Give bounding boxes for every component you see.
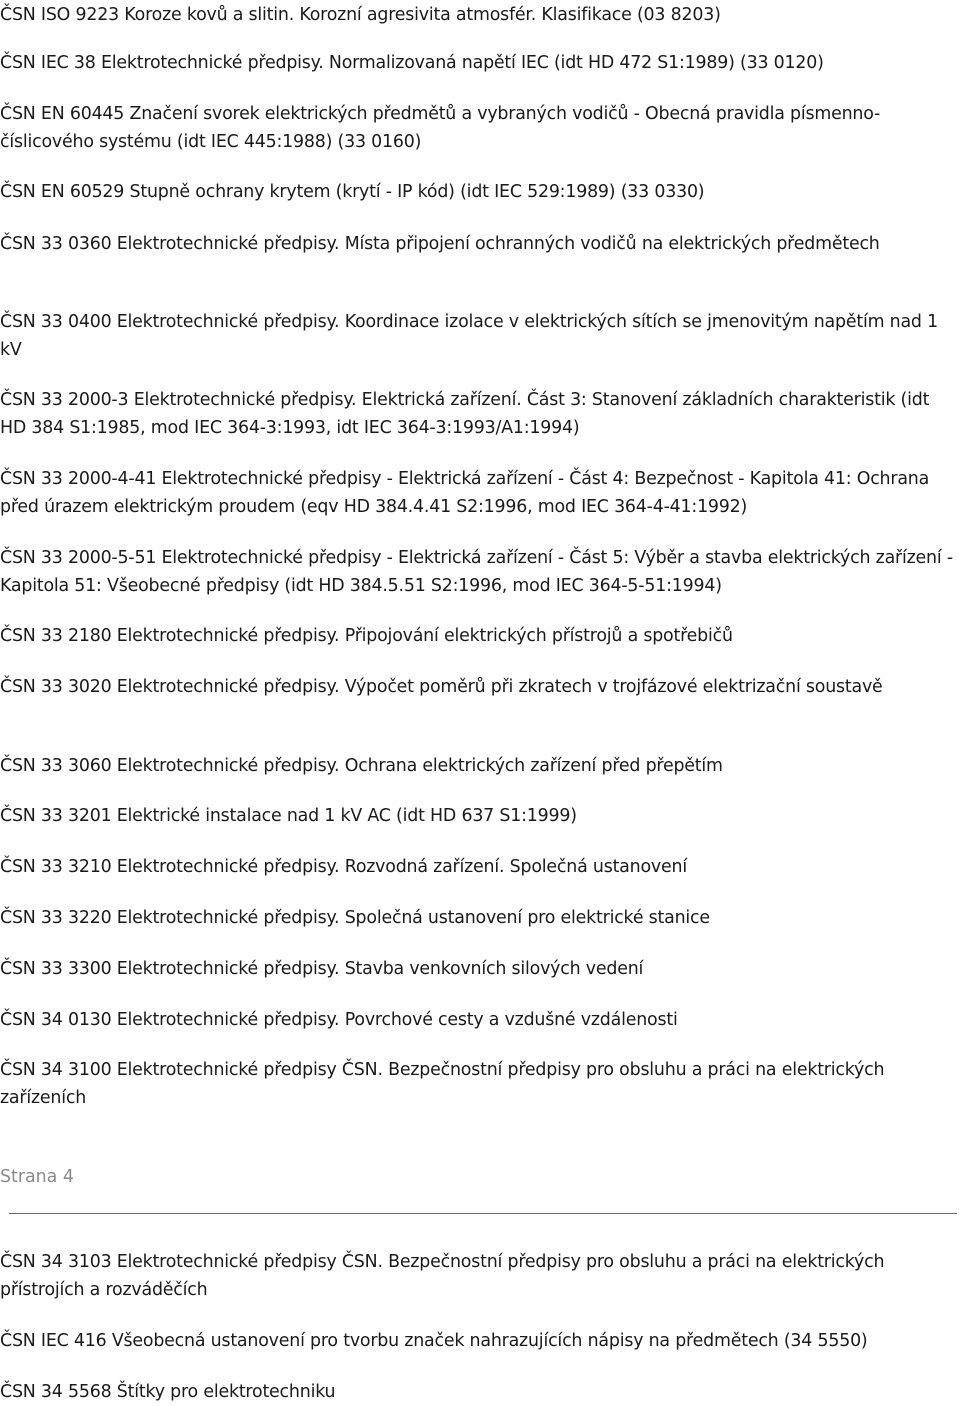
standard-entry: ČSN EN 60529 Stupně ochrany krytem (krytí - IP kód) (idt IEC 529:1989) (33 0330) xyxy=(0,182,705,202)
standard-entry: ČSN 33 3210 Elektrotechnické předpisy. Rozvodná zařízení. Společná ustanovení xyxy=(0,857,687,877)
standard-entry: ČSN 33 2000-4-41 Elektrotechnické předpisy - Elektrická zařízení - Část 4: Bezpečnost - Kapitola 41: Ochrana před úrazem elektrickým proudem (eqv HD 384.4.41 S2:1996, mod IEC 364-4-41:1992) xyxy=(0,469,930,517)
standard-entry: ČSN 33 3020 Elektrotechnické předpisy. Výpočet poměrů při zkratech v trojfázové elektrizační soustavě xyxy=(0,677,883,697)
page-divider xyxy=(9,1213,957,1214)
standard-entry: ČSN 33 3220 Elektrotechnické předpisy. Společná ustanovení pro elektrické stanice xyxy=(0,908,710,928)
standard-entry: ČSN 34 3100 Elektrotechnické předpisy ČSN. Bezpečnostní předpisy pro obsluhu a práci na elektrických zařízeních xyxy=(0,1060,885,1108)
standard-entry: ČSN IEC 38 Elektrotechnické předpisy. Normalizovaná napětí IEC (idt HD 472 S1:1989) (33 0120) xyxy=(0,53,824,73)
standard-entry: ČSN 33 3201 Elektrické instalace nad 1 kV AC (idt HD 637 S1:1999) xyxy=(0,806,577,826)
standard-entry: ČSN 33 3060 Elektrotechnické předpisy. Ochrana elektrických zařízení před přepětím xyxy=(0,756,723,776)
standard-entry: ČSN 33 2000-3 Elektrotechnické předpisy. Elektrická zařízení. Část 3: Stanovení základních charakteristik (idt HD 384 S1:1985, mod IEC 364-3:1993, idt IEC 364-3:1993/A1:1994) xyxy=(0,390,930,438)
standard-entry: ČSN 33 3300 Elektrotechnické předpisy. Stavba venkovních silových vedení xyxy=(0,959,644,979)
standard-entry: ČSN 33 0360 Elektrotechnické předpisy. Místa připojení ochranných vodičů na elektrických předmětech xyxy=(0,234,880,254)
page-number: Strana 4 xyxy=(0,1167,74,1187)
standard-entry: ČSN IEC 416 Všeobecná ustanovení pro tvorbu značek nahrazujících nápisy na předmětech (34 5550) xyxy=(0,1331,868,1351)
standard-entry: ČSN EN 60445 Značení svorek elektrických předmětů a vybraných vodičů - Obecná pravidla písmenno-číslicového systému (idt IEC 445:1988) (33 0160) xyxy=(0,104,881,152)
standard-entry: ČSN ISO 9223 Koroze kovů a slitin. Korozní agresivita atmosfér. Klasifikace (03 8203) xyxy=(0,5,721,25)
standard-entry: ČSN 33 2000-5-51 Elektrotechnické předpisy - Elektrická zařízení - Část 5: Výběr a stavba elektrických zařízení - Kapitola 51: Všeobecné předpisy (idt HD 384.5.51 S2:1996, mod IEC 364-5-51:1994) xyxy=(0,548,953,596)
standard-entry: ČSN 33 0400 Elektrotechnické předpisy. Koordinace izolace v elektrických sítích se jmenovitým napětím nad 1 kV xyxy=(0,312,938,360)
standard-entry: ČSN 34 3103 Elektrotechnické předpisy ČSN. Bezpečnostní předpisy pro obsluhu a práci na elektrických přístrojích a rozváděčích xyxy=(0,1252,885,1300)
standard-entry: ČSN 34 5568 Štítky pro elektrotechniku xyxy=(0,1382,336,1402)
standard-entry: ČSN 33 2180 Elektrotechnické předpisy. Připojování elektrických přístrojů a spotřebičů xyxy=(0,626,733,646)
standard-entry: ČSN 34 0130 Elektrotechnické předpisy. Povrchové cesty a vzdušné vzdálenosti xyxy=(0,1010,678,1030)
